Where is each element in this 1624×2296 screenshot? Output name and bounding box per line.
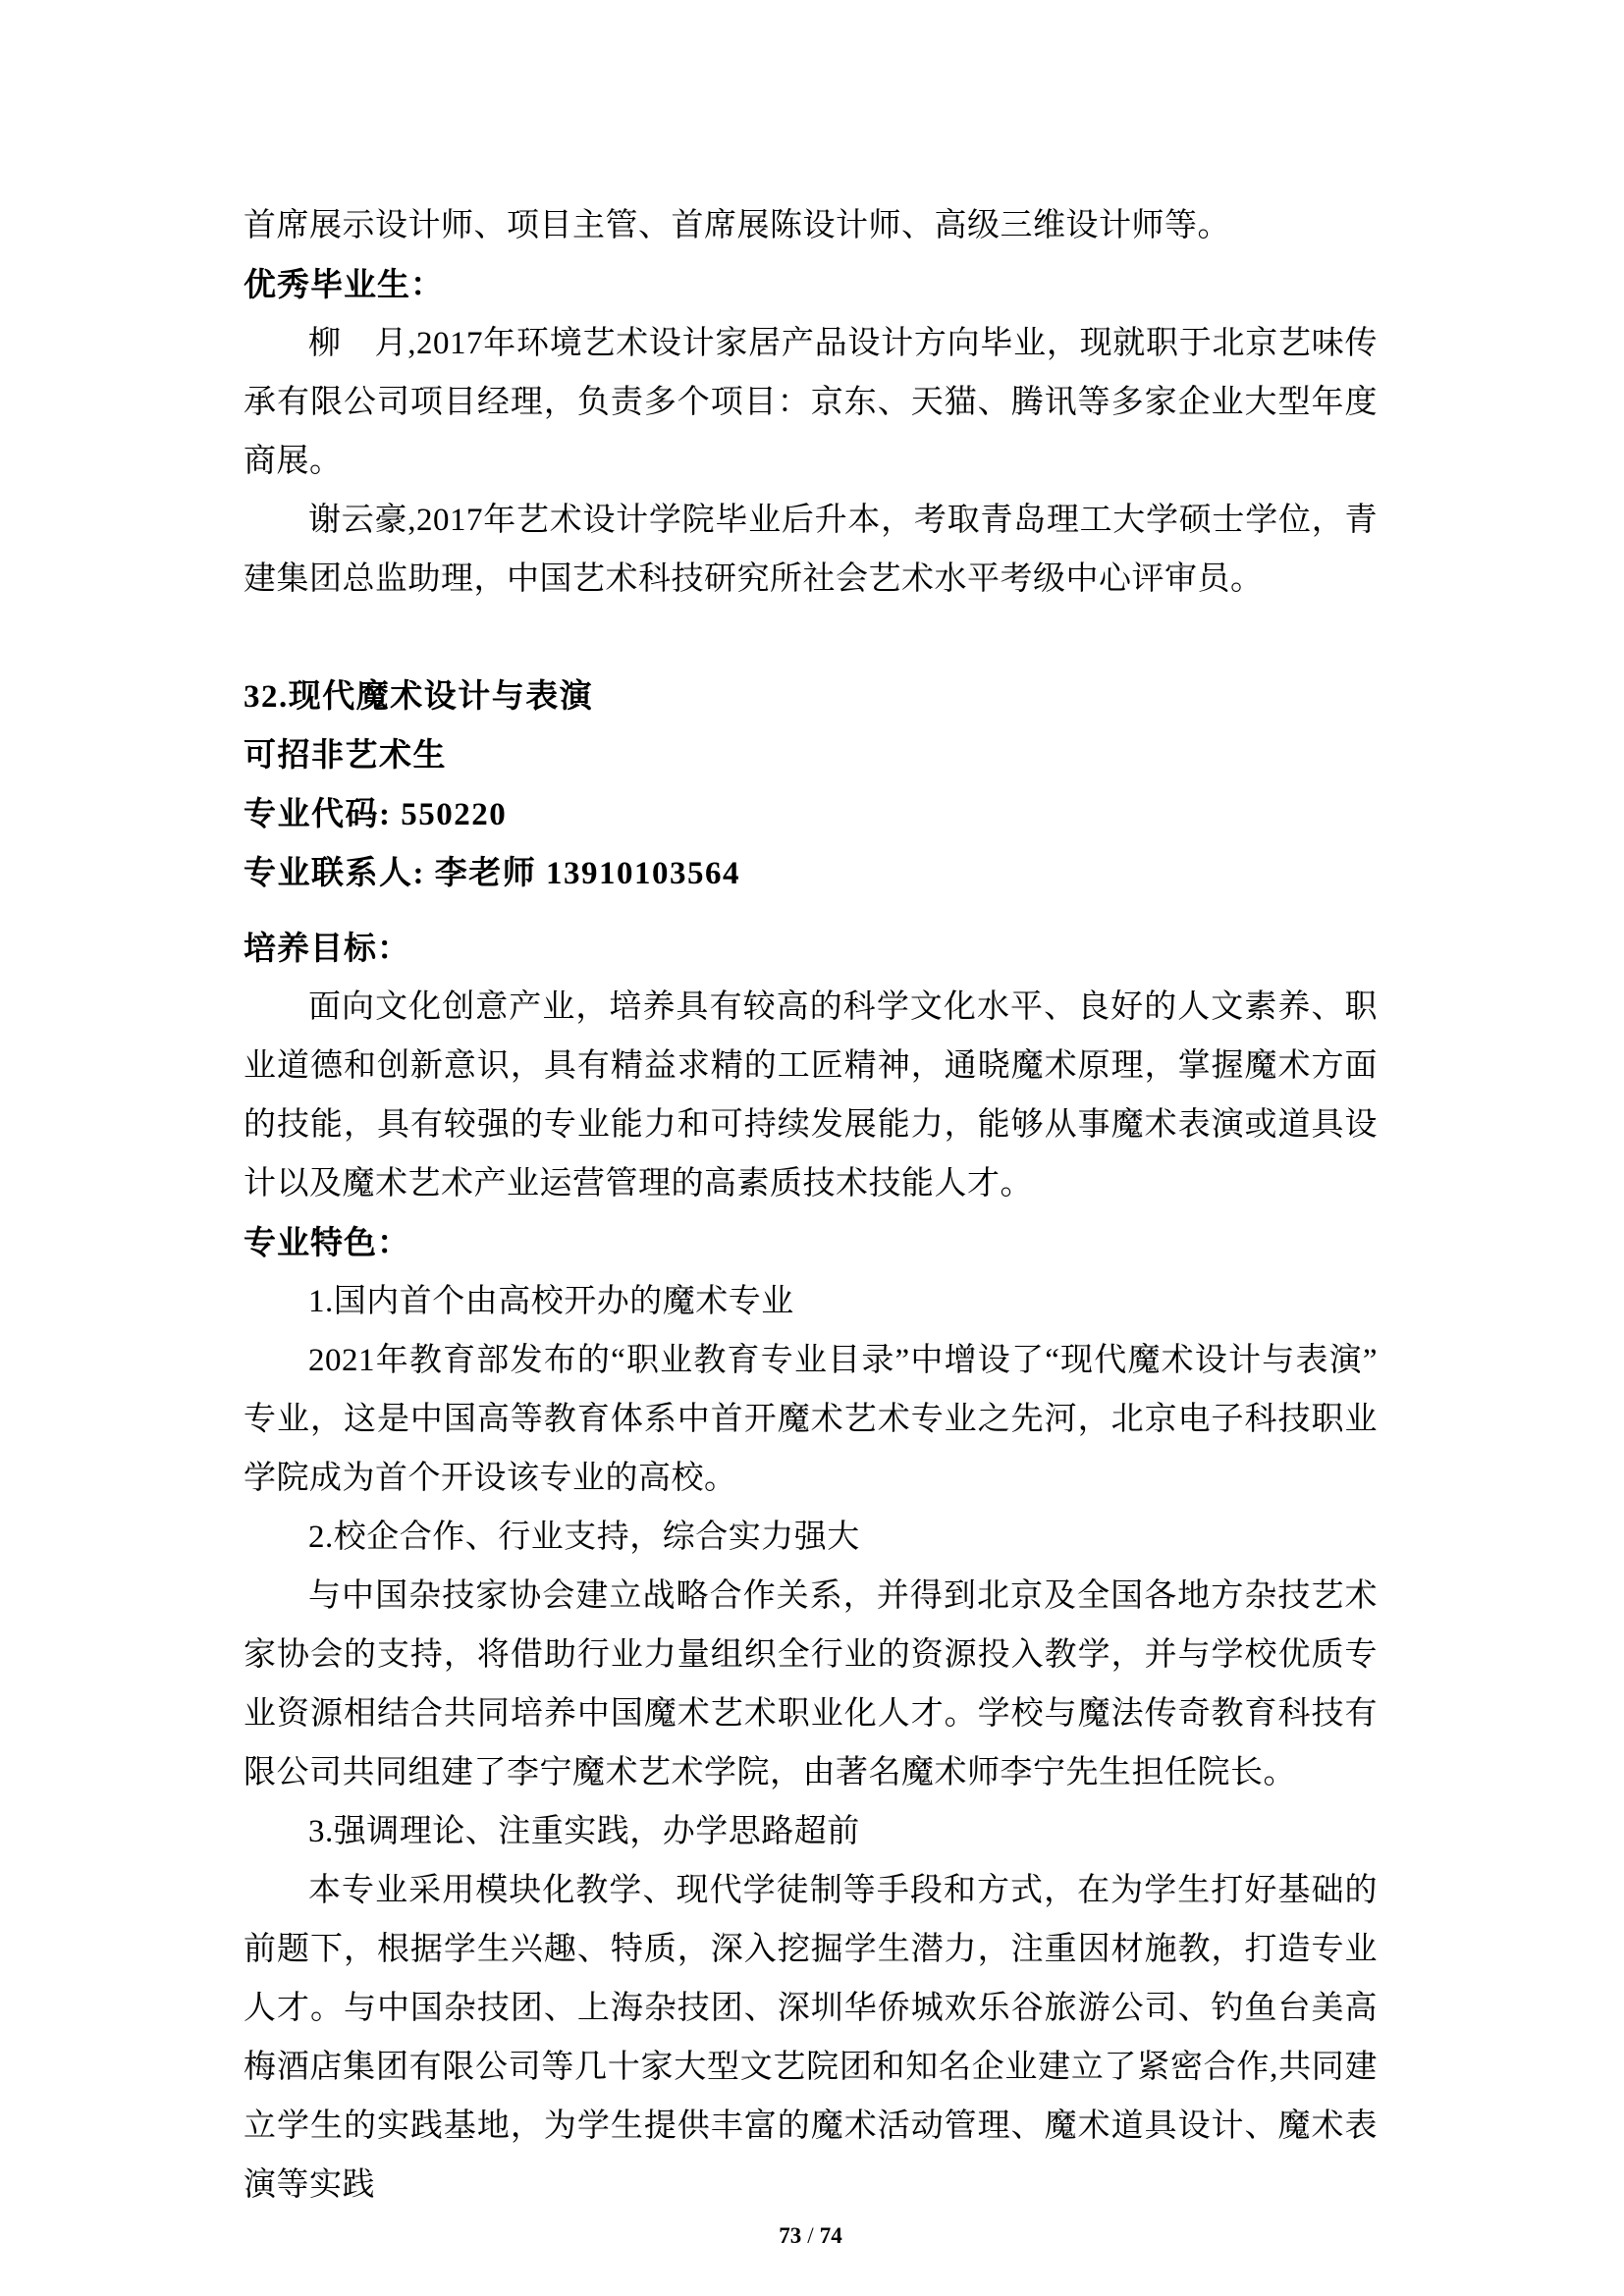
page-number-footer: [244, 2220, 1378, 2252]
heading-major-features: 专业特色：: [244, 1223, 410, 1261]
paragraph-graduate-liu-yue: 柳 月,2017年环境艺术设计家居产品设计方向毕业，现就职于北京艺味传承有限公司项目经理，负责多个项目：京东、天猫、腾讯等多家企业大型年度商展。: [244, 326, 1378, 479]
heading-major-number-title: 32.现代魔术设计与表演: [244, 679, 594, 715]
paragraph-feature-1-title: 1.国内首个由高校开办的魔术专业: [308, 1284, 794, 1319]
heading-outstanding-graduates: 优秀毕业生：: [244, 265, 444, 303]
heading-training-objectives: 培养目标：: [244, 929, 410, 967]
heading-major-contact: 专业联系人: 李老师 13910103564: [244, 856, 740, 891]
paragraph-career-roles: 首席展示设计师、项目主管、首席展陈设计师、高级三维设计师等。: [244, 208, 1230, 243]
page-number-separator: /: [807, 2223, 814, 2248]
paragraph-feature-2-body: 与中国杂技家协会建立战略合作关系，并得到北京及全国各地方杂技艺术家协会的支持，将借助行业力量组织全行业的资源投入教学，并与学校优质专业资源相结合共同培养中国魔术艺术职业化人才。学校与魔法传奇教育科技有限公司共同组建了李宁魔术艺术学院，由著名魔术师李宁先生担任院长。: [244, 1578, 1378, 1790]
paragraph-training-objectives: 面向文化创意产业，培养具有较高的科学文化水平、良好的人文素养、职业道德和创新意识，具有精益求精的工匠精神，通晓魔术原理，掌握魔术方面的技能，具有较强的专业能力和可持续发展能力，能够从事魔术表演或道具设计以及魔术艺术产业运营管理的高素质技术技能人才。: [244, 989, 1378, 1201]
paragraph-feature-1-body: 2021年教育部发布的“职业教育专业目录”中增设了“现代魔术设计与表演”专业，这是中国高等教育体系中首开魔术艺术专业之先河，北京电子科技职业学院成为首个开设该专业的高校。: [244, 1343, 1378, 1496]
document-body: [244, 196, 1378, 2215]
page-number-total: 74: [819, 2223, 842, 2248]
heading-non-art-students: 可招非艺术生: [244, 738, 447, 774]
blank-line: [244, 609, 1378, 667]
paragraph-feature-3-title: 3.强调理论、注重实践，办学思路超前: [308, 1814, 860, 1849]
paragraph-feature-2-title: 2.校企合作、行业支持，综合实力强大: [308, 1520, 860, 1555]
paragraph-feature-3-body: 本专业采用模块化教学、现代学徒制等手段和方式，在为学生打好基础的前题下，根据学生兴趣、特质，深入挖掘学生潜力，注重因材施教，打造专业人才。与中国杂技团、上海杂技团、深圳华侨城欢乐谷旅游公司、钓鱼台美高梅酒店集团有限公司等几十家大型文艺院团和知名企业建立了紧密合作,共同建立学生的实践基地，为学生提供丰富的魔术活动管理、魔术道具设计、魔术表演等实践: [244, 1873, 1378, 2203]
heading-major-code: 专业代码: 550220: [244, 797, 508, 832]
paragraph-graduate-xie-yunhao: 谢云豪,2017年艺术设计学院毕业后升本，考取青岛理工大学硕士学位，青建集团总监助理，中国艺术科技研究所社会艺术水平考级中心评审员。: [244, 503, 1378, 597]
page-number-current: 73: [779, 2223, 802, 2248]
